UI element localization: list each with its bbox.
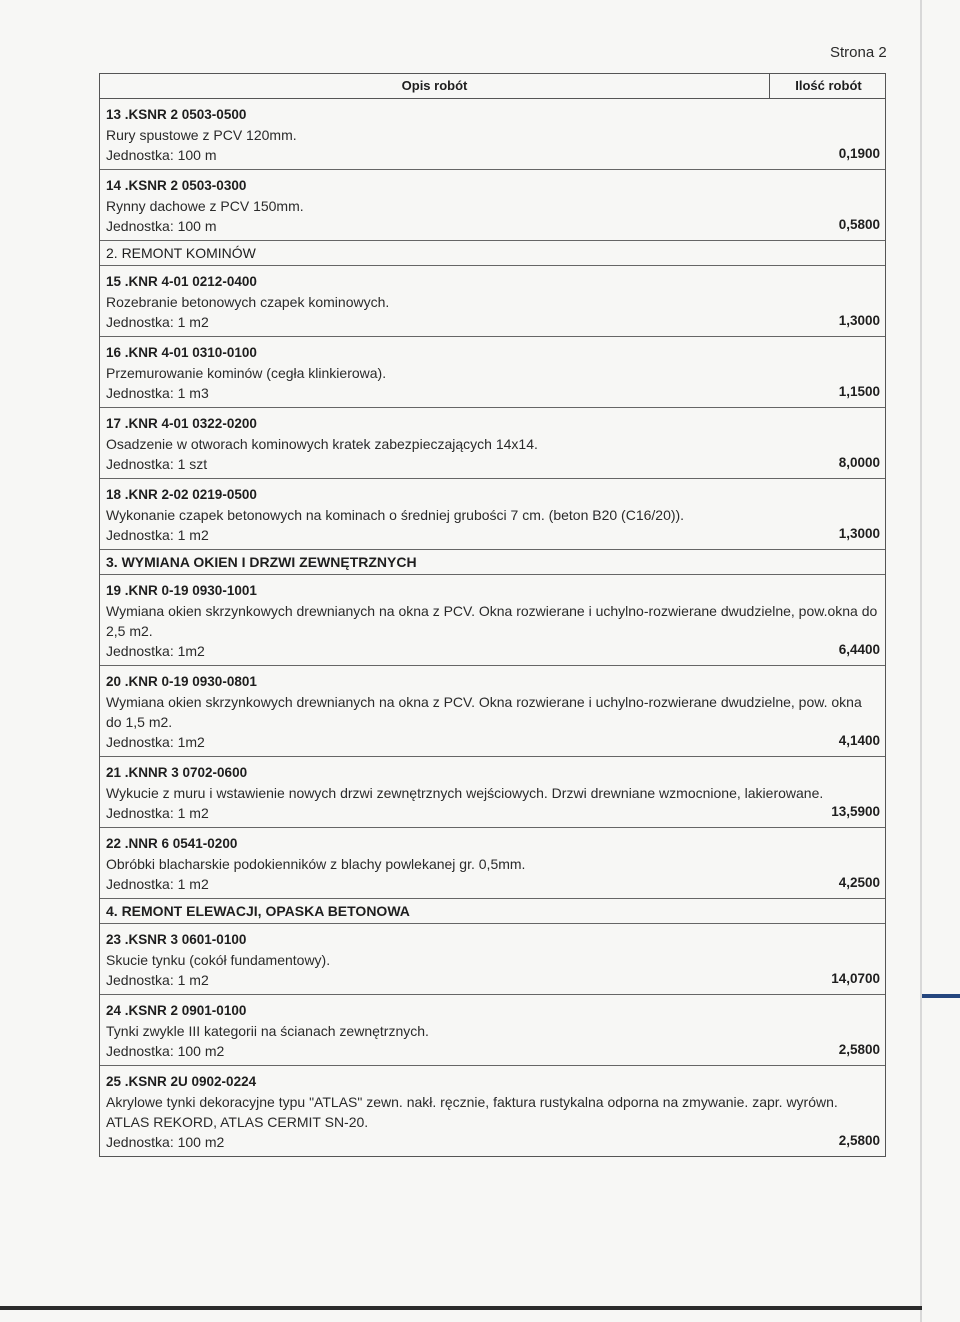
item-description: Tynki zwykle III kategorii na ścianach zewnętrznych. xyxy=(106,1023,429,1039)
table-row xyxy=(100,757,885,828)
table-row xyxy=(100,924,885,995)
table-row xyxy=(100,1066,885,1156)
item-description: Wymiana okien skrzynkowych drewnianych na okna z PCV. Okna rozwierane i uchylno-rozwierane dwudzielne, pow. okna do 1,5 m2. xyxy=(106,694,862,730)
item-quantity: 6,4400 xyxy=(838,642,880,657)
item-description: Akrylowe tynki dekoracyjne typu "ATLAS" zewn. nakł. ręcznie, faktura rustykalna odporna na zmywanie. zapr. wyrówn. ATLAS REKORD, ATLAS CERMIT SN-20. xyxy=(106,1094,838,1130)
item-code: 19 .KNR 0-19 0930-1001 xyxy=(106,583,257,598)
item-quantity: 0,1900 xyxy=(838,146,880,161)
item-code: 23 .KSNR 3 0601-0100 xyxy=(106,932,247,947)
header-description: Opis robót xyxy=(100,74,770,98)
table-body xyxy=(100,99,885,1156)
item-unit: Jednostka: 100 m2 xyxy=(106,1043,225,1059)
item-quantity: 13,5900 xyxy=(831,804,880,819)
item-unit: Jednostka: 100 m xyxy=(106,218,217,234)
table-row xyxy=(100,408,885,479)
item-quantity: 0,5800 xyxy=(838,217,880,232)
item-description: Przemurowanie kominów (cegła klinkierowa). xyxy=(106,365,387,381)
item-description: Rury spustowe z PCV 120mm. xyxy=(106,127,297,143)
item-code: 20 .KNR 0-19 0930-0801 xyxy=(106,674,257,689)
item-description: Skucie tynku (cokół fundamentowy). xyxy=(106,952,331,968)
table-row xyxy=(100,170,885,241)
item-unit: Jednostka: 1 m2 xyxy=(106,805,209,821)
item-unit: Jednostka: 1 m2 xyxy=(106,527,209,543)
item-quantity: 4,2500 xyxy=(838,875,880,890)
scan-border-line xyxy=(0,1306,922,1310)
item-description: Obróbki blacharskie podokienników z blachy powlekanej gr. 0,5mm. xyxy=(106,856,526,872)
table-row xyxy=(100,666,885,757)
item-code: 17 .KNR 4-01 0322-0200 xyxy=(106,416,257,431)
item-unit: Jednostka: 1m2 xyxy=(106,734,205,750)
item-code: 21 .KNNR 3 0702-0600 xyxy=(106,765,248,780)
item-unit: Jednostka: 100 m xyxy=(106,147,217,163)
section-heading: 3. WYMIANA OKIEN I DRZWI ZEWNĘTRZNYCH xyxy=(100,550,885,575)
table-row xyxy=(100,337,885,408)
table-header xyxy=(100,74,885,99)
scan-edge-mark xyxy=(922,994,960,998)
item-quantity: 2,5800 xyxy=(838,1042,880,1057)
item-quantity: 1,1500 xyxy=(838,384,880,399)
item-code: 24 .KSNR 2 0901-0100 xyxy=(106,1003,247,1018)
item-description: Osadzenie w otworach kominowych kratek zabezpieczających 14x14. xyxy=(106,436,538,452)
section-heading: 4. REMONT ELEWACJI, OPASKA BETONOWA xyxy=(100,899,885,924)
table-row xyxy=(100,266,885,337)
item-unit: Jednostka: 1m2 xyxy=(106,643,205,659)
item-quantity: 8,0000 xyxy=(838,455,880,470)
item-description: Wykonanie czapek betonowych na kominach o średniej grubości 7 cm. (beton B20 (C16/20)). xyxy=(106,507,685,523)
item-quantity: 1,3000 xyxy=(838,313,880,328)
item-code: 14 .KSNR 2 0503-0300 xyxy=(106,178,247,193)
item-unit: Jednostka: 1 m2 xyxy=(106,876,209,892)
bill-of-quantities-table xyxy=(99,73,886,1157)
item-unit: Jednostka: 100 m2 xyxy=(106,1134,225,1150)
item-unit: Jednostka: 1 szt xyxy=(106,456,208,472)
header-quantity: Ilość robót xyxy=(795,78,862,93)
item-quantity: 2,5800 xyxy=(838,1133,880,1148)
item-unit: Jednostka: 1 m3 xyxy=(106,385,209,401)
table-row xyxy=(100,99,885,170)
item-description: Rynny dachowe z PCV 150mm. xyxy=(106,198,304,214)
page-number: Strona 2 xyxy=(830,44,887,61)
item-description: Wymiana okien skrzynkowych drewnianych na okna z PCV. Okna rozwierane i uchylno-rozwierane dwudzielne, pow.okna do 2,5 m2. xyxy=(106,603,878,639)
item-description: Wykucie z muru i wstawienie nowych drzwi zewnętrznych wejściowych. Drzwi drewniane wzmocnione, lakierowane. xyxy=(106,785,824,801)
table-row xyxy=(100,995,885,1066)
table-row xyxy=(100,575,885,666)
item-unit: Jednostka: 1 m2 xyxy=(106,314,209,330)
item-code: 25 .KSNR 2U 0902-0224 xyxy=(106,1074,257,1089)
item-quantity: 1,3000 xyxy=(838,526,880,541)
item-unit: Jednostka: 1 m2 xyxy=(106,972,209,988)
table-row xyxy=(100,828,885,899)
page-edge xyxy=(920,0,922,1322)
item-description: Rozebranie betonowych czapek kominowych. xyxy=(106,294,390,310)
item-code: 22 .NNR 6 0541-0200 xyxy=(106,836,238,851)
item-code: 13 .KSNR 2 0503-0500 xyxy=(106,107,247,122)
item-code: 15 .KNR 4-01 0212-0400 xyxy=(106,274,257,289)
item-code: 18 .KNR 2-02 0219-0500 xyxy=(106,487,257,502)
item-quantity: 4,1400 xyxy=(838,733,880,748)
table-row xyxy=(100,479,885,550)
section-heading: 2. REMONT KOMINÓW xyxy=(100,241,885,266)
item-code: 16 .KNR 4-01 0310-0100 xyxy=(106,345,257,360)
item-quantity: 14,0700 xyxy=(831,971,880,986)
